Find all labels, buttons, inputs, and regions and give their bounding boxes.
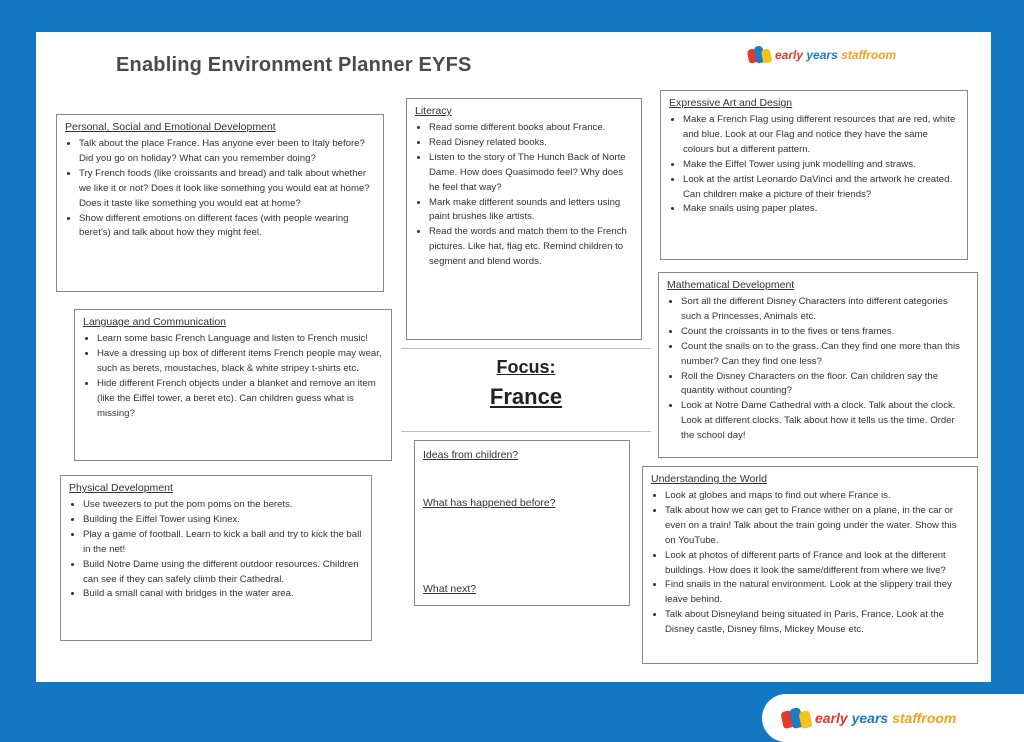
personal-box [56, 114, 384, 292]
language-box [74, 309, 392, 461]
personal-heading: Personal, Social and Emotional Development [65, 121, 276, 133]
list-item: • Look at Notre Dame Cathedral with a clock. Talk about the clock. Look at different clocks. Talk about how it tells us the time. Order the school day! [681, 399, 969, 444]
literacy-heading: Literacy [415, 105, 452, 117]
list-item: • Talk about Disneyland being situated in Paris, France. Look at the Disney castle, Disney films, Mickey Mouse etc. [665, 608, 969, 638]
expressive-box [660, 90, 968, 260]
hands-icon [748, 46, 769, 63]
list-item: • Building the Eiffel Tower using Kinex. [83, 513, 363, 528]
list-item: • Mark make different sounds and letters using paint brushes like artists. [429, 196, 633, 226]
list-item: • Use tweezers to put the pom poms on the berets. [83, 498, 363, 513]
list-item: • Build a small canal with bridges in the water area. [83, 587, 363, 602]
list-item: • Play a game of football. Learn to kick a ball and try to kick the ball in the net! [83, 528, 363, 558]
list-item: • Read some different books about France. [429, 121, 633, 136]
list-item: • Count the croissants in to the fives or tens frames. [681, 325, 969, 340]
hands-icon [782, 708, 809, 728]
list-item: • Try French foods (like croissants and bread) and talk about whether we like it or not? Does it look like something you would eat at home? Does it taste like something you would eat at home? [79, 167, 375, 212]
focus-topic: France [489, 384, 563, 409]
list-item: • Talk about how we can get to France wither on a plane, in the car or even on a train! Talk about the train going under the water. Show this on YouTube. [665, 504, 969, 549]
top-logo [748, 46, 896, 63]
list-item: • Roll the Disney Characters on the floor. Can children say the quantity without counting? [681, 370, 969, 400]
list-item: • Make a French Flag using different resources that are red, white and blue. Look at our Flag and notice they have the same colours but a different pattern. [683, 113, 959, 158]
list-item: • Look at the artist Leonardo DaVinci and the artwork he created. Can children make a picture of their friends? [683, 173, 959, 203]
page-title: Enabling Environment Planner EYFS [116, 54, 472, 76]
list-item: • Hide different French objects under a blanket and remove an item (like the Eiffel tower, a beret etc). Can children guess what is missing? [97, 377, 383, 422]
list-item: • Talk about the place France. Has anyone ever been to Italy before? Did you go on holiday? What can you remember doing? [79, 137, 375, 167]
footer-logo-badge [762, 694, 1024, 742]
planner-sheet [36, 32, 991, 682]
list-item: • Listen to the story of The Hunch Back of Norte Dame. How does Quasimodo feel? Why does he feel that way? [429, 151, 633, 196]
maths-heading: Mathematical Development [667, 279, 795, 291]
list-item: • Read the words and match them to the French pictures. Like hat, flag etc. Remind children to segment and blend words. [429, 225, 633, 270]
literacy-box [406, 98, 642, 340]
list-item: • Sort all the different Disney Characters into different categories such a Princesses, Animals etc. [681, 295, 969, 325]
list-item: • Build Notre Dame using the different outdoor resources. Children can see if they can safely climb their Cathedral. [83, 558, 363, 588]
list-item: • Make the Eiffel Tower using junk modelling and straws. [683, 158, 959, 173]
logo-text: early years staffroom [775, 47, 897, 62]
list-item: • Have a dressing up box of different items French people may wear, such as berets, moustaches, black & white stripey t-shirts etc. [97, 347, 383, 377]
focus-panel [401, 348, 651, 432]
maths-box [658, 272, 978, 458]
list-item: • Find snails in the natural environment. Look at the slippery trail they leave behind. [665, 578, 969, 608]
physical-heading: Physical Development [69, 482, 173, 494]
next-question: What next? [423, 583, 477, 595]
list-item: • Look at photos of different parts of France and look at the different buildings. How does it look the same/different from where we live? [665, 549, 969, 579]
list-item: • Make snails using paper plates. [683, 202, 959, 217]
ideas-question: Ideas from children? [423, 449, 519, 461]
language-heading: Language and Communication [83, 316, 227, 328]
list-item: • Learn some basic French Language and listen to French music! [97, 332, 383, 347]
world-box [642, 466, 978, 664]
list-item: • Count the snails on to the grass. Can they find one more than this number? Can they find one less? [681, 340, 969, 370]
list-item: • Look at globes and maps to find out where France is. [665, 489, 969, 504]
ideas-box [414, 440, 630, 606]
before-question: What has happened before? [423, 497, 556, 509]
logo-text: early years staffroom [815, 710, 957, 726]
expressive-heading: Expressive Art and Design [669, 97, 793, 109]
physical-box [60, 475, 372, 641]
focus-label: Focus: [496, 357, 556, 377]
world-heading: Understanding the World [651, 473, 767, 485]
footer-logo [782, 708, 956, 728]
list-item: • Show different emotions on different faces (with people wearing beret's) and talk about how they might feel. [79, 212, 375, 242]
list-item: • Read Disney related books. [429, 136, 633, 151]
